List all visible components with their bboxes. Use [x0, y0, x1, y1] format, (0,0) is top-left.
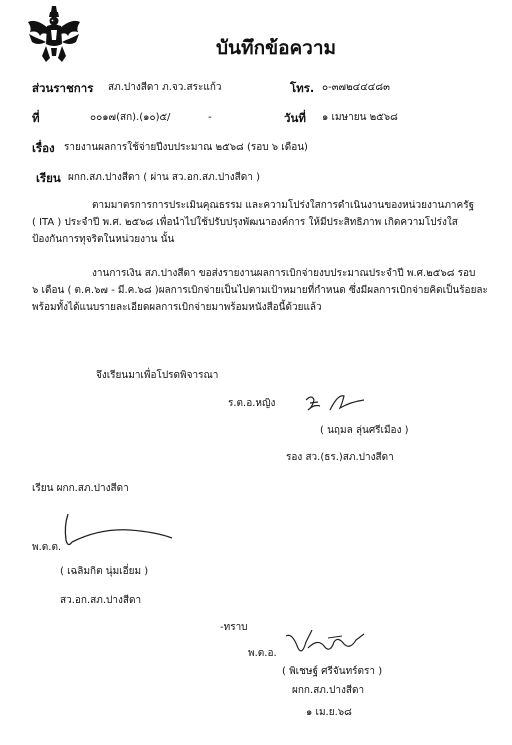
paragraph-line: ( ITA ) ประจำปี พ.ศ. ๒๕๖๘ เพื่อนำไปใช้ปรับปรุงพัฒนาองค์การ ให้มีประสิทธิภาพ เกิดความโปร่งใส: [32, 217, 458, 228]
ref-label: ที่: [32, 111, 40, 125]
body-paragraph-2: [32, 265, 502, 316]
note2-position: สว.อก.สภ.ปางสีดา: [60, 595, 142, 606]
memo-title: บันทึกข้อความ: [216, 37, 337, 59]
signature-1-icon: [300, 390, 370, 416]
note2-rank: พ.ต.ต.: [32, 542, 62, 553]
to-label: เรียน: [36, 171, 61, 185]
to-value: ผกก.สภ.ปางสีดา ( ผ่าน สว.อก.สภ.ปางสีดา ): [68, 172, 260, 183]
sig1-rank: ร.ต.อ.หญิง: [228, 398, 276, 409]
note3-ack: -ทราบ: [220, 622, 248, 633]
sig1-position: รอง สว.(ธร.)สภ.ปางสีดา: [286, 452, 394, 463]
closing-text: จึงเรียนมาเพื่อโปรดพิจารณา: [96, 370, 219, 381]
garuda-emblem-icon: [26, 4, 82, 66]
signature-3-icon: [284, 628, 370, 658]
agency-label: ส่วนราชการ: [32, 81, 94, 95]
paragraph-line: งานการเงิน สภ.ปางสีดา ขอส่งรายงานผลการเบิกจ่ายงบประมาณประจำปี พ.ศ.๒๕๖๘ รอบ: [92, 268, 476, 279]
note3-rank: พ.ต.อ.: [248, 648, 277, 659]
agency-value: สภ.ปางสีดา ภ.จว.สระแก้ว: [108, 82, 222, 93]
subject-value: รายงานผลการใช้จ่ายปีงบประมาณ ๒๕๖๘ (รอบ ๖ เดือน): [64, 142, 308, 153]
ref-dash: -: [208, 112, 212, 123]
note3-name: ( พิเชษฐ์ ศรีจันทร์ตรา ): [282, 666, 383, 677]
body-paragraph-1: [32, 197, 502, 248]
paragraph-line: ป้องกันการทุจริตในหน่วยงาน นั้น: [32, 234, 175, 245]
note2-to: เรียน ผกก.สภ.ปางสีดา: [32, 483, 129, 494]
paragraph-line: พร้อมทั้งได้แนบรายละเอียดผลการเบิกจ่ายมาพร้อมหนังสือนี้ด้วยแล้ว: [32, 302, 322, 313]
note3-position: ผกก.สภ.ปางสีดา: [292, 685, 365, 696]
sig1-name: ( นฤมล ลุ่นศรีเมือง ): [320, 425, 409, 436]
date-label: วันที่: [284, 111, 306, 125]
paragraph-line: ตามมาตรการการประเมินคุณธรรม และความโปร่งใสการดำเนินงานของหน่วยงานภาครัฐ: [92, 200, 475, 211]
note2-name: ( เฉลิมกิต นุ่มเอี่ยม ): [60, 566, 149, 577]
note3-date: ๑ เม.ย.๖๘: [306, 707, 352, 718]
signature-2-icon: [60, 512, 176, 554]
ref-value: ๐๐๑๗(สก).(๑๐)๕/: [90, 112, 171, 123]
phone-value: ๐-๓๗๒๔๔๔๘๓: [322, 82, 390, 93]
phone-label: โทร.: [290, 81, 315, 95]
paragraph-line: ๖ เดือน ( ต.ค.๖๗ - มี.ค.๖๘ )ผลการเบิกจ่ายเป็นไปตามเป้าหมายที่กำหนด ซึ่งมีผลการเบิกจ่ายคิดเป็นร้อยละ: [32, 285, 488, 296]
subject-label: เรื่อง: [32, 141, 55, 155]
date-value: ๑ เมษายน ๒๕๖๘: [322, 112, 398, 123]
